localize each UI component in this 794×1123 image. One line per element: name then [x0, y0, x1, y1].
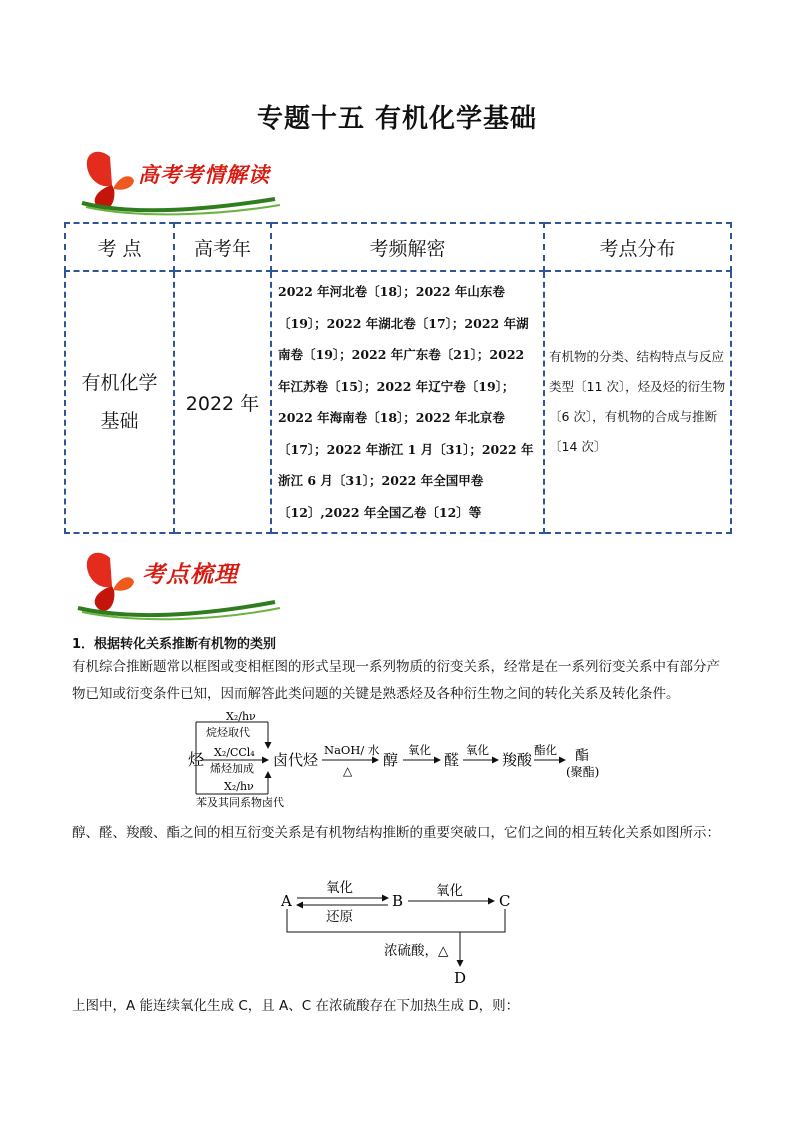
- table-header-row: [65, 223, 731, 271]
- node-hydrocarbon: 烃: [188, 750, 205, 769]
- cond-ox1: 氧化: [408, 743, 431, 757]
- header-frequency: 考频解密: [271, 223, 544, 271]
- connector-ac: [287, 909, 505, 932]
- header-year: 高考年: [174, 223, 271, 271]
- cell-frequency: 2022 年河北卷〔18〕；2022 年山东卷〔19〕；2022 年湖北卷〔17〕；2022 年湖南卷〔19〕；2022 年广东卷〔21〕；2022 年江苏卷〔15〕；2022 年辽宁卷〔19〕；2022 年海南卷〔18〕；2022 年北京卷〔17〕；2022 年浙江 1 月〔31〕；2022 年浙江 6 月〔31〕；2022 年全国甲卷〔12〕,2022 年全国乙卷〔12〕等: [271, 271, 544, 533]
- node-a: A: [281, 892, 292, 910]
- node-halide: 卤代烃: [273, 751, 319, 769]
- header-distribution: 考点分布: [544, 223, 731, 271]
- conversion-diagram: [0, 710, 794, 810]
- table-row: [65, 271, 731, 533]
- cond-heat: △: [343, 764, 353, 778]
- cell-distribution: 有机物的分类、结构特点与反应类型〔11 次〕，烃及烃的衍生物〔6 次〕，有机物的合成与推断〔14 次〕: [544, 271, 731, 533]
- label-bottom: 苯及其同系物卤代: [196, 796, 284, 809]
- header-topic: 考 点: [65, 223, 174, 271]
- cond-naoh: NaOH/ 水: [324, 743, 380, 757]
- section-banner-review: [70, 548, 310, 628]
- node-ester: 酯: [575, 748, 589, 764]
- cell-topic: [65, 271, 174, 533]
- cond-esterify: 酯化: [534, 743, 557, 757]
- section-banner-analysis: [70, 145, 310, 225]
- paragraph: 有机综合推断题常以框图或变相框图的形式呈现一系列物质的衍变关系，经常是在一系列衍变关系中有部分产物已知或衍变条件已知，因而解答此类问题的关键是熟悉烃及各种衍生物之间的转化关系及转化条件。: [72, 659, 720, 702]
- node-c: C: [499, 892, 511, 910]
- cell-year: 2022 年: [174, 271, 271, 533]
- label-ox-bc: 氧化: [436, 883, 463, 899]
- node-acid: 羧酸: [502, 751, 533, 769]
- node-d: D: [454, 969, 467, 986]
- exam-analysis-table: [64, 222, 732, 534]
- abcd-diagram: [0, 876, 794, 986]
- node-alcohol: 醇: [383, 751, 399, 769]
- topic-line: 基础: [100, 410, 139, 432]
- cond-bottom: X₂/hν: [224, 780, 254, 793]
- banner-title: 考点梳理: [142, 561, 238, 588]
- label-ox-ab: 氧化: [326, 880, 353, 896]
- section-heading: 1．根据转化关系推断有机物的类别: [72, 637, 277, 652]
- label-red-ba: 还原: [326, 909, 353, 925]
- cond-mid: X₂/CCl₄: [214, 746, 255, 759]
- label-mid: 烯烃加成: [210, 762, 254, 775]
- cond-ox2: 氧化: [466, 743, 489, 757]
- paragraph: 醇、醛、羧酸、酯之间的相互衍变关系是有机物结构推断的重要突破口，它们之间的相互转化关系如图所示：: [72, 825, 720, 841]
- topic-line: 有机化学: [81, 372, 158, 394]
- node-b: B: [392, 892, 404, 910]
- node-aldehyde: 醛: [444, 751, 460, 769]
- node-ester-note: (聚酯): [566, 765, 600, 779]
- paragraph: 上图中，A 能连续氧化生成 C，且 A、C 在浓硫酸存在下加热生成 D，则：: [72, 998, 520, 1014]
- label-cond-d: 浓硫酸，△: [384, 943, 449, 959]
- cond-top: X₂/hν: [226, 710, 256, 723]
- banner-title: 高考考情解读: [138, 162, 270, 187]
- label-top: 烷烃取代: [206, 726, 250, 739]
- page-title: 专题十五 有机化学基础: [256, 104, 538, 134]
